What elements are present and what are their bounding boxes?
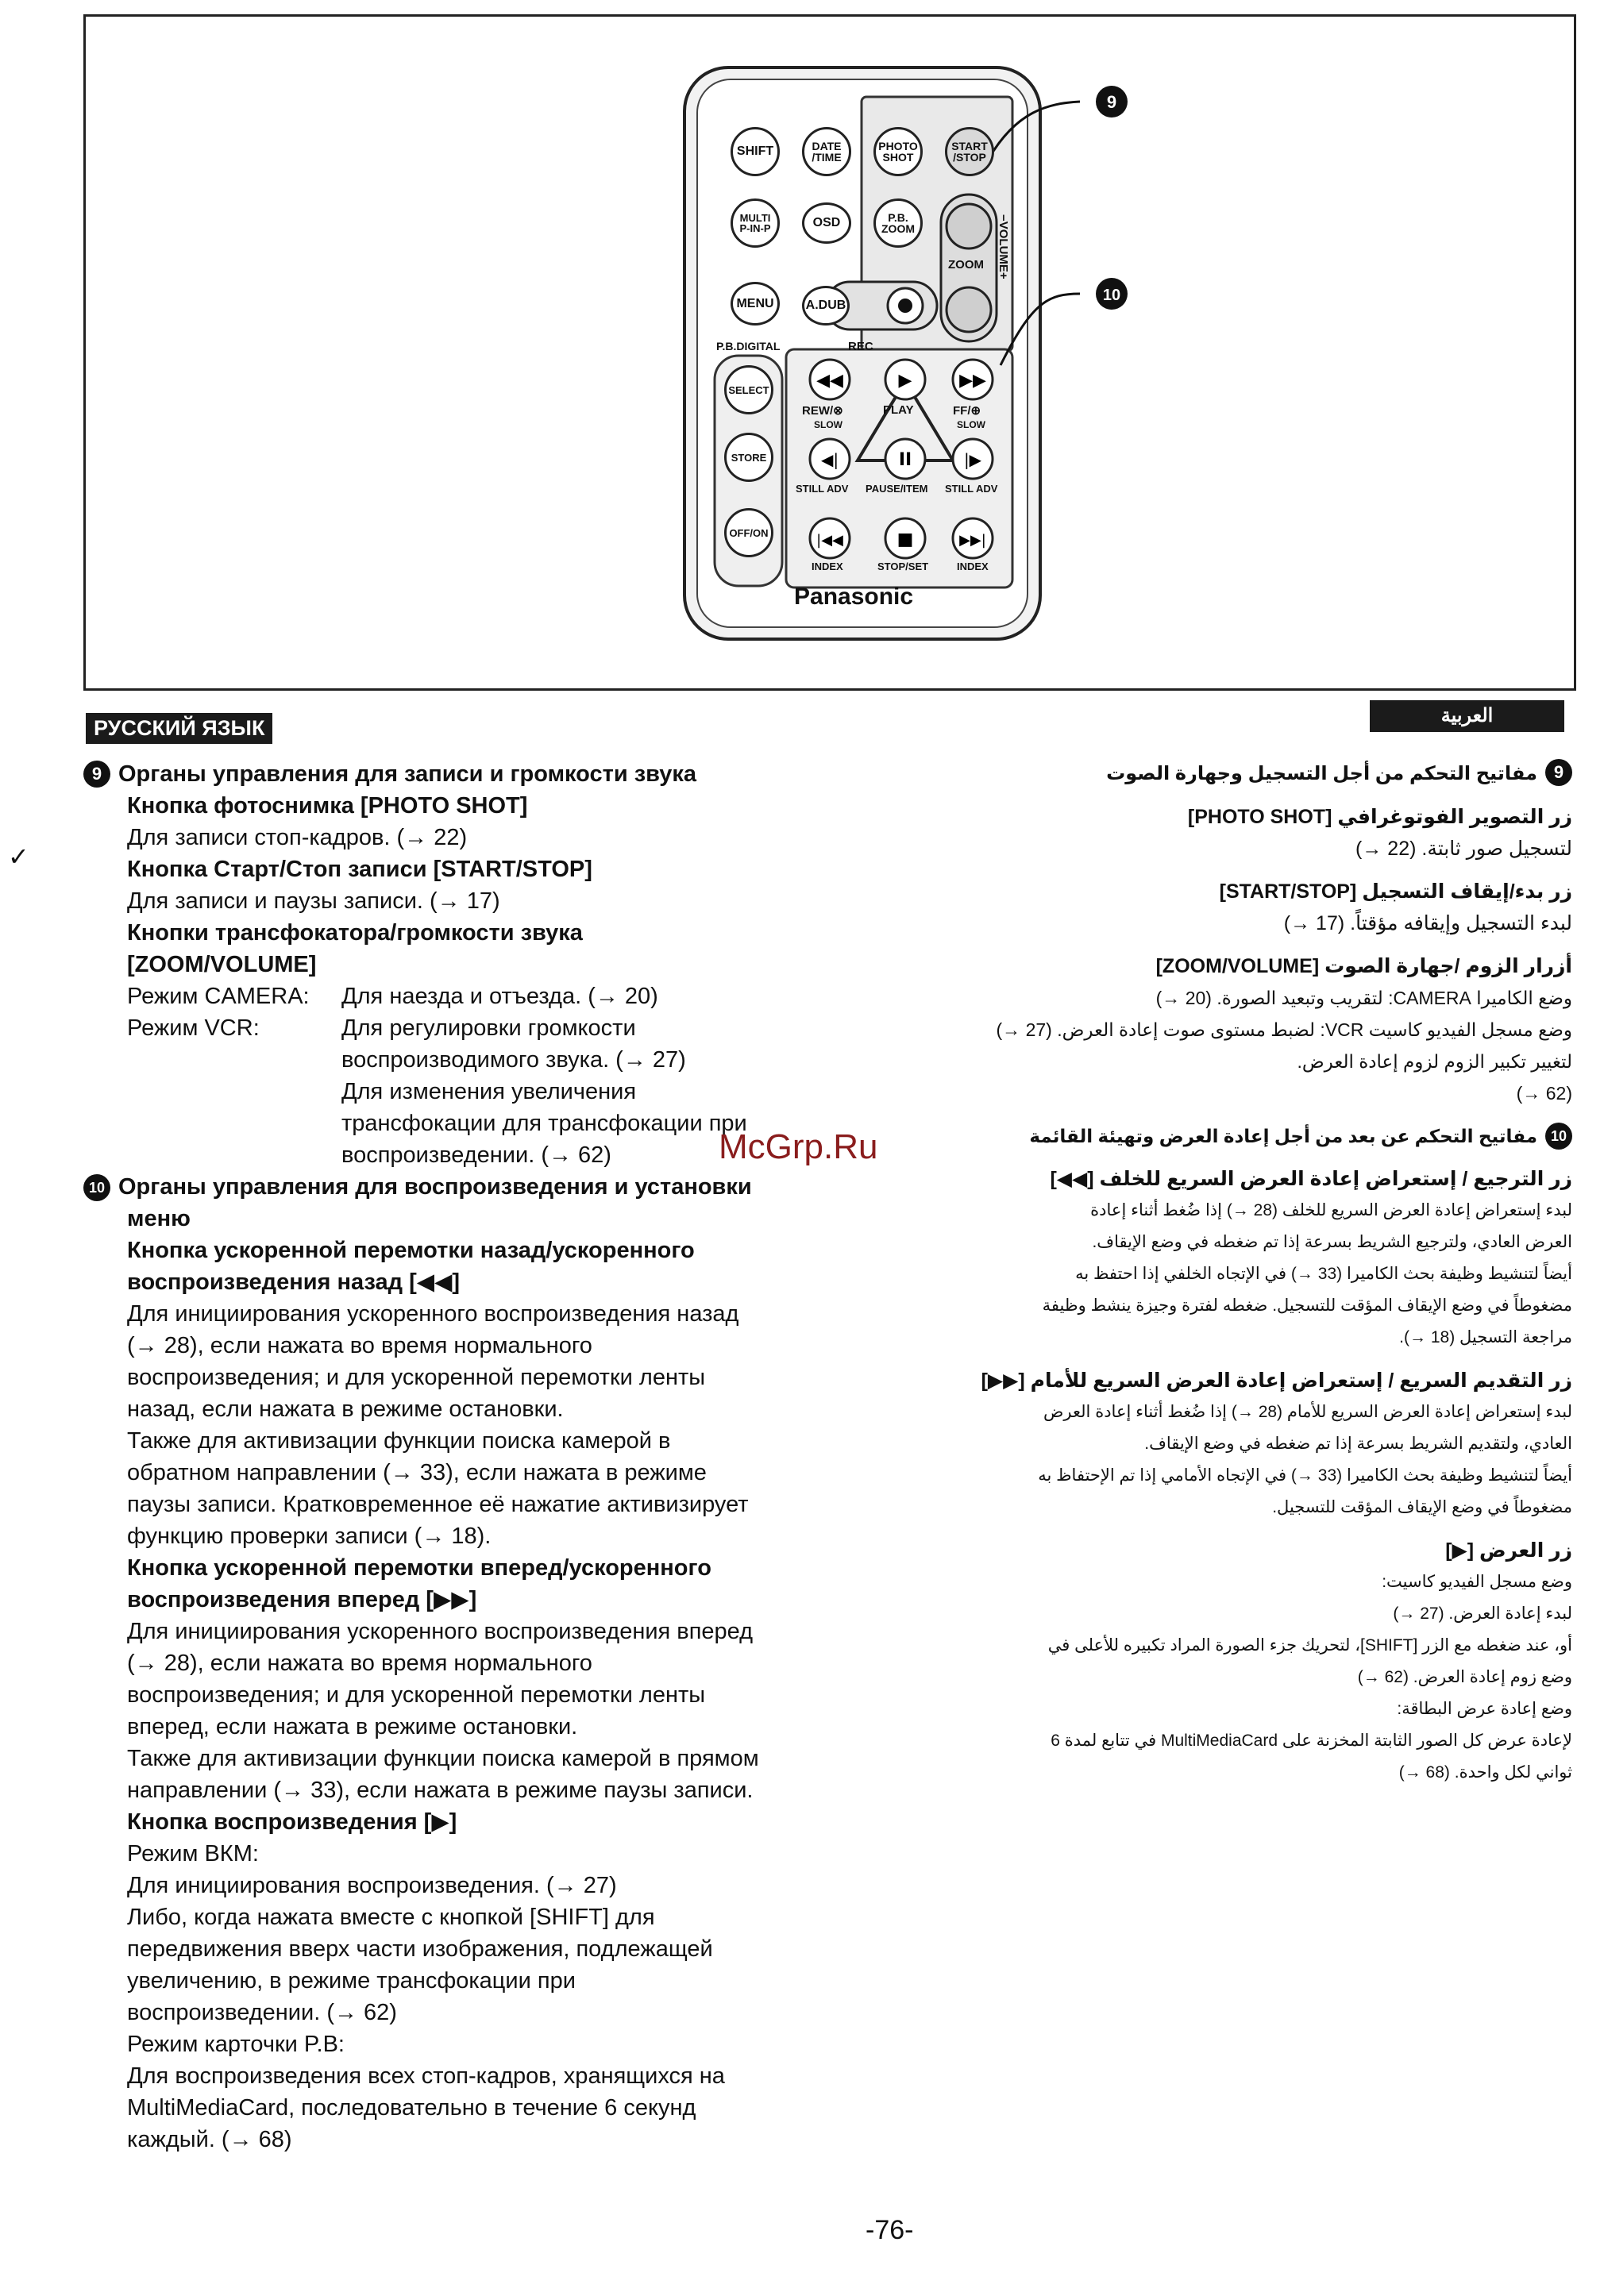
index-right-icon: ▶▶| [959, 532, 986, 549]
rew-heading-2: воспроизведения назад [◀◀] [127, 1269, 461, 1295]
osd-button[interactable]: OSD [802, 202, 851, 244]
start-stop-text: Для записи и паузы записи. (→ 17) [127, 888, 500, 914]
text-line: вперед, если нажата в режиме остановки. [127, 1714, 578, 1739]
text-line: أيضاً لتنشيط وظيفة بحث الكاميرا (33 →) في الإتجاه الخلفي إذا احتفظ به [1075, 1265, 1572, 1283]
text-line: Режим карточки P.B: [127, 2032, 345, 2057]
text-line: ثواني لكل واحدة. (68 →) [1398, 1763, 1572, 1782]
pb-digital-label: P.B.DIGITAL [716, 340, 781, 352]
ar-photo-shot-heading: زر التصوير الفوتوغرافي [PHOTO SHOT] [1187, 806, 1572, 828]
ar-section-10-number: 10 [1545, 1123, 1572, 1150]
ar-play-text [921, 1566, 1572, 1789]
text-line: أو، عند ضغطه مع الزر [SHIFT]، لتحريك جزء الصورة المراد تكبيره للأعلى في [1047, 1636, 1572, 1655]
a-dub-button[interactable]: A.DUB [802, 286, 850, 326]
zoom-minus-button [947, 287, 991, 332]
text-line: Также для активизации функции поиска камерой в прямом [127, 1746, 759, 1771]
page-number: -76- [866, 2215, 914, 2245]
photo-shot-heading: Кнопка фотоснимка [PHOTO SHOT] [127, 793, 528, 819]
text-line: воспроизведении. (→ 62) [127, 2000, 397, 2025]
text-line: لإعادة عرض كل الصور الثابتة المخزنة على MultiMediaCard في تتابع لمدة 6 [1051, 1732, 1572, 1750]
ar-section-9-number: 9 [1545, 759, 1572, 786]
ar-zoom-heading: أزرار الزوم /جهارة الصوت [ZOOM/VOLUME] [1155, 955, 1572, 977]
ar-ff-heading: زر التقديم السريع / إستعراض إعادة العرض السريع للأمام [▶▶] [981, 1370, 1572, 1392]
text-line: (→ 28), если нажата во время нормального [127, 1333, 592, 1358]
russian-column [83, 758, 869, 2155]
text-line: Для воспроизведения всех стоп-кадров, хранящихся на [127, 2063, 725, 2089]
rec-label: REC [848, 340, 873, 353]
start-stop-heading: Кнопка Старт/Стоп записи [START/STOP] [127, 857, 592, 882]
ar-rew-text [921, 1195, 1572, 1354]
text-line: каждый. (→ 68) [127, 2127, 292, 2152]
text-line: (→ 28), если нажата во время нормального [127, 1651, 592, 1676]
zoom-label: ZOOM [948, 258, 984, 272]
vcr-text-line: воспроизведении. (→ 62) [341, 1142, 611, 1168]
ar-start-stop-text: لبدء التسجيل وإيقافه مؤقتاً. (17 →) [1283, 912, 1572, 934]
menu-button[interactable]: MENU [731, 282, 780, 326]
text-line: مراجعة التسجيل (18 →). [1399, 1328, 1572, 1346]
photo-shot-button[interactable]: PHOTO SHOT [873, 127, 923, 176]
index-left-label: INDEX [812, 561, 843, 572]
ar-section-10-heading: 10مفاتيح التحكم عن بعد من أجل إعادة العرض وتهيئة القائمة [921, 1120, 1572, 1152]
rew-icon: ◀◀ [816, 371, 843, 391]
text-line: أيضاً لتنشيط وظيفة بحث الكاميرا (33 →) في الإتجاه الأمامي إذا تم الإحتفاظ به [1038, 1466, 1572, 1485]
slow-left-label: SLOW [814, 419, 842, 430]
watermark: McGrp.Ru [719, 1127, 878, 1166]
play-text [83, 1838, 869, 2155]
zoom-heading: Кнопки трансфокатора/громкости звука [127, 920, 583, 946]
text-line: назад, если нажата в режиме остановки. [127, 1396, 564, 1422]
vcr-mode-row: Режим VCR: Для регулировки громкости [127, 1015, 636, 1041]
date-time-button[interactable]: DATE /TIME [802, 127, 851, 176]
select-button[interactable]: SELECT [724, 365, 773, 414]
ff-text [83, 1616, 869, 1806]
pb-zoom-button[interactable]: P.B. ZOOM [873, 198, 923, 248]
arabic-column [921, 758, 1572, 1789]
still-adv-left-label: STILL ADV [796, 483, 849, 495]
zoom-plus-button [947, 204, 991, 248]
rew-heading: Кнопка ускоренной перемотки назад/ускоренного [127, 1238, 695, 1263]
text-line: وضع مسجل الفيديو كاسيت: [1382, 1573, 1572, 1591]
rec-dot [898, 299, 912, 313]
stop-icon: ■ [896, 530, 914, 549]
section-10-heading-2: меню [127, 1206, 191, 1231]
text-line: увеличению, в режиме трансфокации при [127, 1968, 576, 1994]
text-line: Для инициирования воспроизведения. (→ 27) [127, 1873, 617, 1898]
ar-rew-heading: زر الترجيع / إستعراض إعادة العرض السريع للخلف [◀◀] [1050, 1168, 1572, 1190]
text-line: وضع إعادة عرض البطاقة: [1397, 1700, 1572, 1718]
text-line: Для инициирования ускоренного воспроизведения назад [127, 1301, 739, 1327]
text-line: لبدء إعادة العرض. (27 →) [1393, 1605, 1572, 1623]
arabic-language-badge: العربية [1370, 700, 1564, 732]
vcr-text-line: воспроизводимого звука. (→ 27) [341, 1047, 686, 1073]
still-adv-left-icon: ◀| [820, 450, 839, 469]
callout-9-number: 9 [1106, 92, 1117, 112]
pause-item-label: PAUSE/ITEM [866, 483, 928, 495]
text-line: وضع زوم إعادة العرض. (62 →) [1357, 1668, 1572, 1686]
ar-start-stop-heading: زر بدء/إيقاف التسجيل [START/STOP] [1219, 880, 1572, 903]
ff-label: FF/⊕ [953, 404, 981, 418]
play-label: PLAY [883, 403, 914, 417]
russian-language-badge: РУССКИЙ ЯЗЫК [86, 713, 272, 744]
text-line: (62 →) [1516, 1083, 1572, 1104]
text-line: Также для активизации функции поиска камерой в [127, 1428, 671, 1454]
text-line: Режим ВКМ: [127, 1841, 259, 1866]
store-button[interactable]: STORE [724, 433, 773, 482]
stop-set-label: STOP/SET [877, 561, 929, 572]
vcr-text-line: трансфокации для трансфокации при [341, 1111, 747, 1136]
text-line: وضع الكاميرا CAMERA: لتقريب وتبعيد الصورة. (20 →) [1155, 988, 1572, 1008]
play-heading: Кнопка воспроизведения [▶] [127, 1809, 457, 1835]
text-line: Для инициирования ускоренного воспроизведения вперед [127, 1619, 754, 1644]
section-10-number: 10 [83, 1174, 110, 1201]
section-9-heading: 9 Органы управления для записи и громкости звука [83, 758, 869, 790]
index-right-label: INDEX [957, 561, 989, 572]
rew-text [83, 1298, 869, 1552]
ff-heading: Кнопка ускоренной перемотки вперед/ускоренного [127, 1555, 711, 1581]
ff-heading-2: воспроизведения вперед [▶▶] [127, 1587, 477, 1612]
vcr-text-line: Для изменения увеличения [341, 1079, 637, 1104]
text-line: وضع مسجل الفيديو كاسيت VCR: لضبط مستوى صوت إعادة العرض. (27 →) [996, 1019, 1572, 1040]
ar-play-heading: زر العرض [▶] [1445, 1539, 1572, 1562]
callout-10-number: 10 [1102, 287, 1121, 304]
text-line: воспроизведения; и для ускоренной перемотки ленты [127, 1365, 706, 1390]
text-line: العرض العادي، ولترجيع الشريط بسرعة إذا تم ضغطه في وضع الإيقاف. [1092, 1233, 1572, 1251]
rew-label: REW/⊗ [802, 404, 843, 418]
ar-ff-text [921, 1396, 1572, 1524]
text-line: العادي، ولتقديم الشريط بسرعة إذا تم ضغطه في وضع الإيقاف. [1144, 1435, 1572, 1453]
index-left-icon: |◀◀ [816, 532, 843, 549]
shift-button[interactable]: SHIFT [731, 127, 780, 176]
volume-label: −VOLUME+ [997, 214, 1010, 279]
still-adv-right-label: STILL ADV [945, 483, 998, 495]
text-line: воспроизведения; и для ускоренной перемотки ленты [127, 1682, 706, 1708]
text-line: مضغوطاً في وضع الإيقاف المؤقت للتسجيل. ضغطه لفترة وجيزة ينشط وظيفة [1042, 1296, 1572, 1315]
ff-icon: ▶▶ [959, 371, 986, 391]
camera-mode-row: Режим CAMERA: Для наезда и отъезда. (→ 20) [127, 984, 658, 1009]
ar-zoom-text [921, 982, 1572, 1109]
text-line: передвижения вверх части изображения, подлежащей [127, 1936, 713, 1962]
text-line: لبدء إستعراض إعادة العرض السريع للأمام (28 →) إذا ضُغط أثناء إعادة العرض [1043, 1403, 1572, 1421]
play-icon: ▶ [898, 371, 912, 391]
text-line: MultiMediaCard, последовательно в течение 6 секунд [127, 2095, 696, 2121]
start-stop-button[interactable]: START /STOP [945, 127, 994, 176]
multi-pinp-button[interactable]: MULTI P-IN-P [731, 198, 780, 248]
off-on-button[interactable]: OFF/ON [724, 508, 773, 557]
text-line: паузы записи. Кратковременное её нажатие активизирует [127, 1492, 749, 1517]
text-line: لتغيير تكبير الزوم لزوم إعادة العرض. [1297, 1051, 1572, 1072]
pause-icon: II [898, 450, 912, 470]
ar-photo-shot-text: لتسجيل صور ثابتة. (22 →) [1355, 838, 1572, 860]
text-line: Либо, когда нажата вместе с кнопкой [SHIFT] для [127, 1905, 655, 1930]
panasonic-logo: Panasonic [794, 584, 914, 610]
zoom-heading-2: [ZOOM/VOLUME] [127, 952, 317, 977]
section-9-number: 9 [83, 761, 110, 788]
still-adv-right-icon: |▶ [963, 450, 982, 469]
section-10-heading: 10 Органы управления для воспроизведения и установки [83, 1171, 869, 1203]
text-line: обратном направлении (→ 33), если нажата в режиме [127, 1460, 707, 1485]
margin-mark: ✓ [8, 842, 29, 871]
photo-shot-text: Для записи стоп-кадров. (→ 22) [127, 825, 468, 850]
ar-section-9-heading: 9مفاتيح التحكم من أجل التسجيل وجهارة الصوت [921, 758, 1572, 790]
text-line: لبدء إستعراض إعادة العرض السريع للخلف (28 →) إذا ضُغط أثناء إعادة [1090, 1201, 1572, 1219]
text-line: функцию проверки записи (→ 18). [127, 1524, 492, 1549]
text-line: направлении (→ 33), если нажата в режиме паузы записи. [127, 1778, 754, 1803]
text-line: مضغوطاً في وضع الإيقاف المؤقت للتسجيل. [1272, 1498, 1572, 1516]
slow-right-label: SLOW [957, 419, 985, 430]
